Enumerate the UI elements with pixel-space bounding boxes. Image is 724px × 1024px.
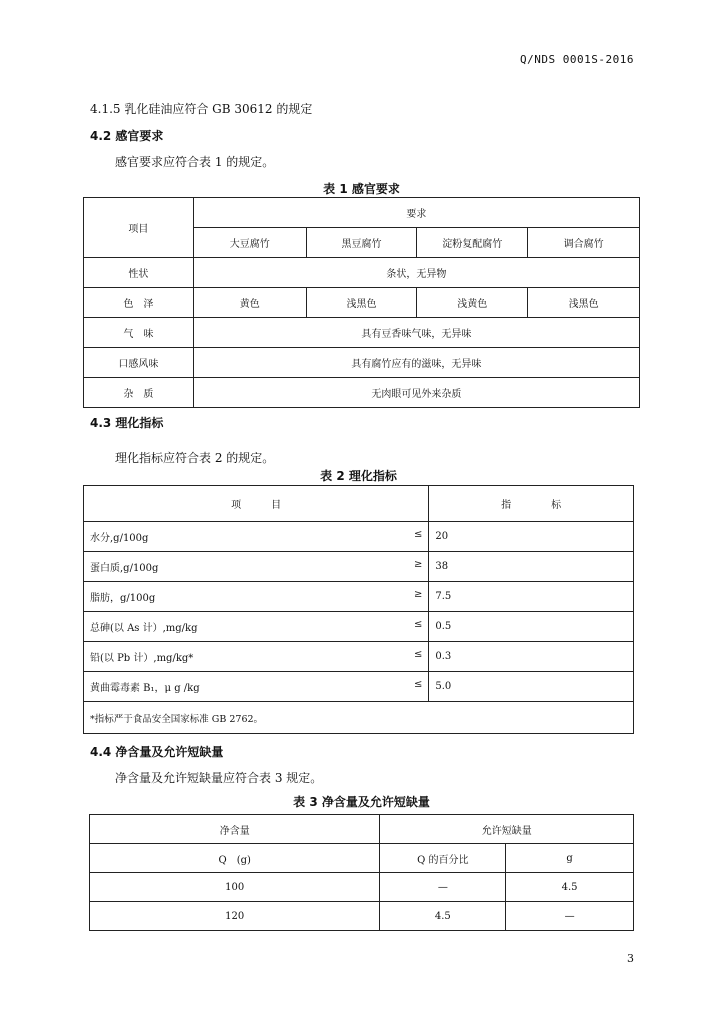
- t2-row-item: [84, 612, 429, 642]
- t1-subcol: 淀粉复配腐竹: [417, 228, 528, 258]
- clause-4-1-5: 4.1.5 乳化硅油应符合 GB 30612 的规定: [90, 102, 313, 116]
- t1-row-value: 浅黑色: [306, 288, 417, 318]
- heading-4-4: 4.4 净含量及允许短缺量: [90, 745, 224, 759]
- page-number: 3: [627, 952, 634, 965]
- t1-row-value: 黄色: [193, 288, 306, 318]
- t2-item-text: 铅(以 Pb 计）,mg/kg*: [90, 653, 194, 664]
- table3-caption: 表 3 净含量及允许短缺量: [293, 795, 430, 809]
- t1-header-item: 项目: [84, 198, 194, 258]
- t2-row-item: [84, 642, 429, 672]
- t2-row-value: 5.0: [429, 672, 634, 702]
- t2-row-value: 0.3: [429, 642, 634, 672]
- t1-row-value: 条状，无异物: [193, 258, 639, 288]
- t2-row-symbol: ≤: [413, 679, 423, 690]
- table-row: [90, 873, 634, 902]
- table-net-content: [89, 814, 634, 931]
- t2-item-text: 黄曲霉毒素 B₁，μ g /kg: [90, 683, 200, 694]
- t3-row-grams: 4.5: [506, 873, 634, 902]
- t2-item-text: 脂肪，g/100g: [90, 593, 156, 604]
- t1-row-value: 浅黄色: [417, 288, 528, 318]
- table-row: [84, 522, 634, 552]
- t3-header-percent: Q 的百分比: [380, 844, 506, 873]
- t1-row-item: 口感风味: [84, 348, 194, 378]
- table-row: [84, 612, 634, 642]
- t2-row-symbol: ≤: [413, 529, 423, 540]
- t2-footnote: *指标严于食品安全国家标准 GB 2762。: [84, 702, 634, 734]
- t1-subcol: 调合腐竹: [528, 228, 640, 258]
- t2-row-value: 20: [429, 522, 634, 552]
- t2-row-item: [84, 522, 429, 552]
- t3-row-grams: —: [506, 902, 634, 931]
- t1-row-value: 具有豆香味气味，无异味: [193, 318, 639, 348]
- t1-row-value: 具有腐竹应有的滋味，无异味: [193, 348, 639, 378]
- table-row: [84, 552, 634, 582]
- t2-row-item: [84, 582, 429, 612]
- t1-header-requirement: 要求: [193, 198, 639, 228]
- t3-header-grams: g: [506, 844, 634, 873]
- table-row: [84, 378, 640, 408]
- t2-header-item: 项 目: [84, 486, 429, 522]
- t1-row-item: 性状: [84, 258, 194, 288]
- t2-row-item: [84, 672, 429, 702]
- t3-row-q: 100: [90, 873, 380, 902]
- table-sensory: [83, 197, 640, 408]
- table-row: [84, 582, 634, 612]
- paragraph-4-4: 净含量及允许短缺量应符合表 3 规定。: [115, 771, 323, 785]
- heading-4-2: 4.2 感官要求: [90, 129, 164, 143]
- t2-row-symbol: ≥: [413, 559, 423, 570]
- paragraph-4-2: 感官要求应符合表 1 的规定。: [115, 155, 275, 169]
- t3-row-q: 120: [90, 902, 380, 931]
- table-row: [84, 348, 640, 378]
- t2-item-text: 水分,g/100g: [90, 533, 149, 544]
- t1-row-item: 气 味: [84, 318, 194, 348]
- t3-header-allowance: 允许短缺量: [380, 815, 634, 844]
- t1-row-value: 浅黑色: [528, 288, 640, 318]
- table-row: [84, 318, 640, 348]
- t2-row-symbol: ≥: [413, 589, 423, 600]
- t2-row-symbol: ≤: [413, 619, 423, 630]
- t3-header-net-unit: Q (g): [90, 844, 380, 873]
- t2-row-item: [84, 552, 429, 582]
- table-row: [84, 288, 640, 318]
- table-row: [84, 258, 640, 288]
- t2-row-value: 38: [429, 552, 634, 582]
- t3-row-percent: 4.5: [380, 902, 506, 931]
- t2-row-symbol: ≤: [413, 649, 423, 660]
- paragraph-4-3: 理化指标应符合表 2 的规定。: [115, 451, 275, 465]
- t2-header-index: 指 标: [429, 486, 634, 522]
- t1-subcol: 黑豆腐竹: [306, 228, 417, 258]
- table2-caption: 表 2 理化指标: [320, 469, 397, 483]
- t3-row-percent: —: [380, 873, 506, 902]
- table1-caption: 表 1 感官要求: [323, 182, 400, 196]
- table-physicochemical: [83, 485, 634, 734]
- t1-row-item: 色 泽: [84, 288, 194, 318]
- heading-4-3: 4.3 理化指标: [90, 416, 164, 430]
- t1-subcol: 大豆腐竹: [193, 228, 306, 258]
- standard-code: Q/NDS 0001S-2016: [520, 53, 634, 66]
- t2-row-value: 0.5: [429, 612, 634, 642]
- t2-item-text: 蛋白质,g/100g: [90, 563, 159, 574]
- t2-item-text: 总砷(以 As 计）,mg/kg: [90, 623, 198, 634]
- t1-row-item: 杂 质: [84, 378, 194, 408]
- table-row: [84, 672, 634, 702]
- t3-header-net: 净含量: [90, 815, 380, 844]
- table-row: [84, 642, 634, 672]
- t2-row-value: 7.5: [429, 582, 634, 612]
- t1-row-value: 无肉眼可见外来杂质: [193, 378, 639, 408]
- table-row: [90, 902, 634, 931]
